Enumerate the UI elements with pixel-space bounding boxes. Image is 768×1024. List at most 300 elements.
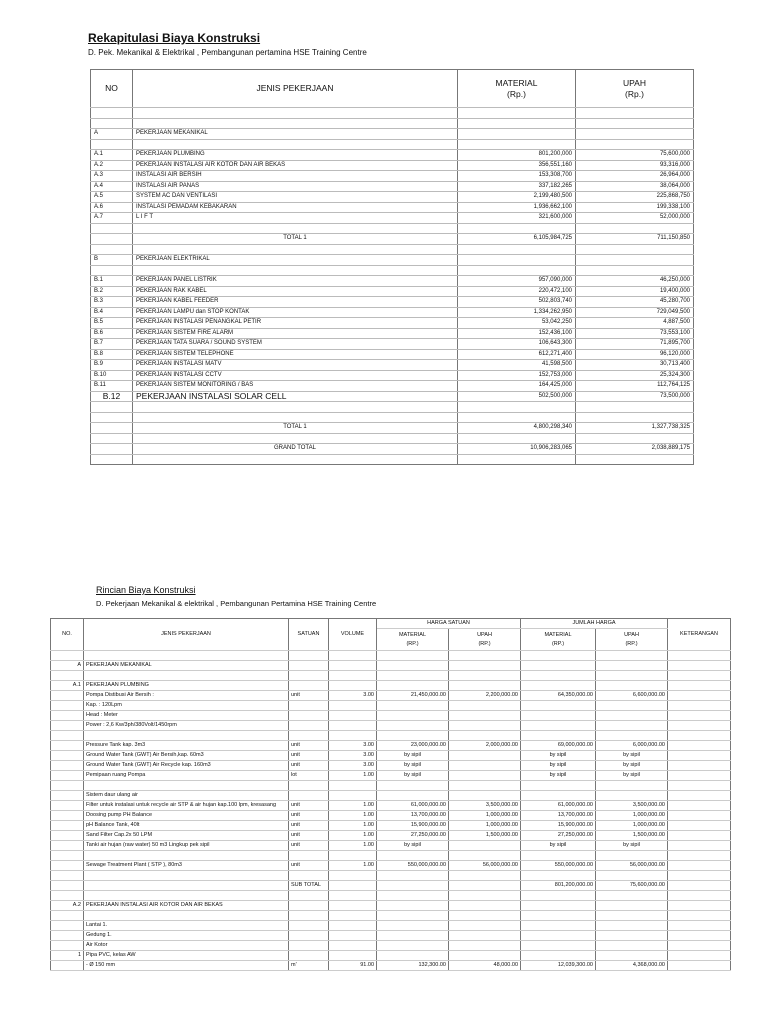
detail-cell-jumlah-upah — [596, 651, 668, 661]
detail-cell-jumlah-material — [521, 941, 596, 951]
detail-cell-harga-material: by sipil — [377, 751, 449, 761]
detail-cell-keterangan — [668, 901, 731, 911]
summary-cell-material — [458, 129, 576, 140]
detail-cell-jenis: Tanki air hujan (raw water) 50 m3 Lingkup pek sipil — [84, 841, 289, 851]
summary-cell-jenis — [133, 402, 458, 413]
summary-row — [91, 402, 694, 413]
detail-cell-satuan — [289, 651, 329, 661]
summary-cell-material: 41,598,500 — [458, 360, 576, 371]
detail-cell-no — [51, 961, 84, 971]
detail-cell-keterangan — [668, 651, 731, 661]
summary-cell-jenis: PEKERJAAN INSTALASI PENANGKAL PETIR — [133, 318, 458, 329]
detail-row — [51, 891, 731, 901]
detail-cell-jumlah-material — [521, 661, 596, 671]
detail-cell-jumlah-material: by sipil — [521, 841, 596, 851]
detail-cell-volume — [329, 851, 377, 861]
detail-cell-jenis — [84, 781, 289, 791]
summary-row — [91, 328, 694, 339]
summary-cell-jenis: TOTAL 1 — [133, 423, 458, 434]
detail-cell-satuan — [289, 931, 329, 941]
summary-cell-jenis — [133, 223, 458, 234]
detail-row — [51, 831, 731, 841]
detail-cell-no: A.1 — [51, 681, 84, 691]
detail-cell-satuan — [289, 951, 329, 961]
summary-cell-no — [91, 454, 133, 465]
detail-cell-jenis: Pipa PVC, kelas AW — [84, 951, 289, 961]
dheader-hs-upah-label: UPAH — [477, 631, 492, 638]
detail-row — [51, 821, 731, 831]
summary-cell-upah: 1,327,738,325 — [576, 423, 694, 434]
detail-cell-satuan — [289, 901, 329, 911]
summary-cell-upah: 96,120,000 — [576, 349, 694, 360]
detail-cell-harga-material — [377, 791, 449, 801]
detail-cell-keterangan — [668, 891, 731, 901]
detail-cell-satuan: SUB TOTAL — [289, 881, 329, 891]
summary-cell-no — [91, 139, 133, 150]
summary-row — [91, 223, 694, 234]
detail-cell-no — [51, 761, 84, 771]
detail-cell-no — [51, 871, 84, 881]
detail-row — [51, 801, 731, 811]
summary-cell-no: B.4 — [91, 307, 133, 318]
detail-title: Rincian Biaya Konstruksi — [96, 585, 196, 595]
detail-cell-harga-material: 61,000,000.00 — [377, 801, 449, 811]
detail-cell-volume: 1.00 — [329, 831, 377, 841]
detail-cell-harga-material — [377, 681, 449, 691]
dheader-hs-upah-rp: (RP.) — [478, 640, 491, 647]
detail-cell-no — [51, 891, 84, 901]
detail-cell-jumlah-upah: 6,600,000.00 — [596, 691, 668, 701]
detail-cell-jumlah-upah — [596, 951, 668, 961]
summary-cell-material: 1,936,662,100 — [458, 202, 576, 213]
detail-cell-keterangan — [668, 751, 731, 761]
detail-cell-no — [51, 791, 84, 801]
detail-cell-keterangan — [668, 801, 731, 811]
summary-cell-jenis: SYSTEM AC DAN VENTILASI — [133, 192, 458, 203]
header-material-label: MATERIAL — [495, 77, 538, 88]
detail-cell-harga-material: by sipil — [377, 761, 449, 771]
detail-cell-harga-upah — [449, 701, 521, 711]
detail-cell-jenis: Ground Water Tank (GWT) Air Recycle kap. 160m3 — [84, 761, 289, 771]
summary-row — [91, 192, 694, 203]
detail-cell-jumlah-upah: 3,500,000.00 — [596, 801, 668, 811]
summary-cell-jenis: PEKERJAAN INSTALASI AIR KOTOR DAN AIR BEKAS — [133, 160, 458, 171]
detail-row — [51, 681, 731, 691]
summary-cell-upah — [576, 402, 694, 413]
detail-cell-keterangan — [668, 771, 731, 781]
summary-cell-material — [458, 412, 576, 423]
detail-cell-volume: 3.00 — [329, 751, 377, 761]
detail-cell-keterangan — [668, 671, 731, 681]
summary-row — [91, 202, 694, 213]
summary-cell-upah: 19,400,000 — [576, 286, 694, 297]
detail-cell-jumlah-upah — [596, 871, 668, 881]
summary-cell-material: 321,600,000 — [458, 213, 576, 224]
summary-cell-upah: 225,868,750 — [576, 192, 694, 203]
summary-cell-material: 1,334,262,950 — [458, 307, 576, 318]
detail-cell-keterangan — [668, 931, 731, 941]
detail-cell-keterangan — [668, 741, 731, 751]
detail-header-row-1 — [51, 619, 731, 629]
summary-cell-upah: 199,338,100 — [576, 202, 694, 213]
detail-cell-harga-material — [377, 651, 449, 661]
summary-cell-no: B.6 — [91, 328, 133, 339]
summary-cell-no: A.6 — [91, 202, 133, 213]
detail-table — [50, 618, 731, 971]
summary-row — [91, 286, 694, 297]
summary-row — [91, 234, 694, 245]
summary-cell-no — [91, 234, 133, 245]
summary-cell-no: B.3 — [91, 297, 133, 308]
detail-row — [51, 771, 731, 781]
summary-cell-no: B.11 — [91, 381, 133, 392]
detail-cell-no — [51, 811, 84, 821]
detail-cell-volume: 1.00 — [329, 841, 377, 851]
detail-cell-satuan — [289, 791, 329, 801]
dheader-volume: VOLUME — [329, 619, 377, 651]
detail-cell-volume — [329, 911, 377, 921]
summary-cell-no — [91, 244, 133, 255]
summary-row — [91, 297, 694, 308]
summary-row — [91, 412, 694, 423]
detail-cell-jenis — [84, 651, 289, 661]
summary-cell-material — [458, 454, 576, 465]
dheader-hs-material-rp: (RP.) — [406, 640, 419, 647]
summary-cell-no: B.1 — [91, 276, 133, 287]
detail-cell-jumlah-upah — [596, 731, 668, 741]
summary-cell-upah: 112,764,125 — [576, 381, 694, 392]
summary-cell-material: 502,500,000 — [458, 391, 576, 402]
detail-cell-harga-upah — [449, 901, 521, 911]
summary-table — [90, 69, 694, 465]
detail-cell-keterangan — [668, 961, 731, 971]
detail-cell-no — [51, 701, 84, 711]
detail-cell-harga-upah: 48,000.00 — [449, 961, 521, 971]
detail-cell-satuan — [289, 671, 329, 681]
detail-cell-harga-upah — [449, 681, 521, 691]
detail-row — [51, 921, 731, 931]
detail-cell-volume — [329, 661, 377, 671]
detail-cell-jumlah-upah: by sipil — [596, 751, 668, 761]
detail-cell-jumlah-material: 64,350,000.00 — [521, 691, 596, 701]
detail-cell-satuan: lot — [289, 771, 329, 781]
detail-cell-keterangan — [668, 781, 731, 791]
detail-cell-volume — [329, 671, 377, 681]
detail-cell-jumlah-upah — [596, 901, 668, 911]
detail-cell-no — [51, 711, 84, 721]
summary-cell-no: A.5 — [91, 192, 133, 203]
detail-cell-jumlah-material — [521, 681, 596, 691]
detail-cell-no — [51, 771, 84, 781]
detail-cell-jenis — [84, 911, 289, 921]
detail-cell-no — [51, 911, 84, 921]
detail-cell-no — [51, 841, 84, 851]
summary-cell-jenis — [133, 265, 458, 276]
summary-row — [91, 433, 694, 444]
summary-cell-jenis: PEKERJAAN LAMPU dan STOP KONTAK — [133, 307, 458, 318]
detail-cell-volume — [329, 871, 377, 881]
summary-cell-jenis: PEKERJAAN RAK KABEL — [133, 286, 458, 297]
summary-row — [91, 381, 694, 392]
detail-cell-satuan — [289, 851, 329, 861]
detail-cell-satuan — [289, 921, 329, 931]
summary-cell-material — [458, 244, 576, 255]
detail-cell-keterangan — [668, 711, 731, 721]
detail-cell-jenis: Doosing pump PH Balance — [84, 811, 289, 821]
detail-cell-harga-upah — [449, 711, 521, 721]
detail-cell-harga-upah — [449, 671, 521, 681]
detail-cell-harga-upah — [449, 651, 521, 661]
summary-cell-jenis: TOTAL 1 — [133, 234, 458, 245]
summary-cell-no: B.9 — [91, 360, 133, 371]
summary-cell-upah — [576, 433, 694, 444]
detail-cell-jumlah-upah — [596, 781, 668, 791]
detail-cell-satuan: m' — [289, 961, 329, 971]
detail-row — [51, 941, 731, 951]
detail-row — [51, 661, 731, 671]
detail-cell-volume: 1.00 — [329, 771, 377, 781]
summary-cell-jenis: PEKERJAAN PANEL LISTRIK — [133, 276, 458, 287]
detail-cell-harga-upah: 1,000,000.00 — [449, 811, 521, 821]
summary-cell-jenis: PEKERJAAN SISTEM FIRE ALARM — [133, 328, 458, 339]
summary-row — [91, 349, 694, 360]
detail-cell-harga-material — [377, 781, 449, 791]
detail-cell-harga-upah — [449, 841, 521, 851]
detail-row — [51, 811, 731, 821]
summary-cell-no — [91, 444, 133, 455]
detail-cell-harga-upah: 56,000,000.00 — [449, 861, 521, 871]
detail-row — [51, 721, 731, 731]
detail-cell-harga-upah — [449, 891, 521, 901]
summary-row — [91, 181, 694, 192]
detail-cell-harga-upah — [449, 921, 521, 931]
summary-cell-material — [458, 118, 576, 129]
detail-cell-harga-upah — [449, 851, 521, 861]
dheader-satuan: SATUAN — [289, 619, 329, 651]
detail-cell-jumlah-upah: by sipil — [596, 761, 668, 771]
summary-cell-no: B.5 — [91, 318, 133, 329]
summary-row — [91, 360, 694, 371]
detail-cell-harga-material — [377, 901, 449, 911]
detail-cell-jenis — [84, 871, 289, 881]
detail-cell-jumlah-upah: 6,000,000.00 — [596, 741, 668, 751]
detail-cell-no — [51, 741, 84, 751]
detail-cell-volume — [329, 901, 377, 911]
summary-cell-material: 152,753,000 — [458, 370, 576, 381]
detail-cell-jumlah-upah: 1,500,000.00 — [596, 831, 668, 841]
detail-cell-satuan: unit — [289, 761, 329, 771]
summary-cell-jenis: INSTALASI AIR BERSIH — [133, 171, 458, 182]
summary-cell-no: A.2 — [91, 160, 133, 171]
summary-cell-jenis: PEKERJAAN INSTALASI MATV — [133, 360, 458, 371]
detail-cell-harga-material — [377, 941, 449, 951]
detail-cell-no — [51, 731, 84, 741]
detail-cell-jumlah-material — [521, 911, 596, 921]
detail-cell-keterangan — [668, 871, 731, 881]
detail-cell-volume — [329, 791, 377, 801]
detail-cell-volume: 3.00 — [329, 761, 377, 771]
detail-cell-jumlah-upah: 56,000,000.00 — [596, 861, 668, 871]
detail-cell-jumlah-material: 69,000,000.00 — [521, 741, 596, 751]
summary-row — [91, 454, 694, 465]
detail-cell-jenis: pH Balance Tank, 40lt — [84, 821, 289, 831]
summary-cell-material: 106,643,300 — [458, 339, 576, 350]
detail-cell-harga-upah — [449, 951, 521, 961]
summary-cell-no — [91, 108, 133, 119]
detail-cell-keterangan — [668, 881, 731, 891]
summary-cell-no: B.10 — [91, 370, 133, 381]
detail-row — [51, 881, 731, 891]
summary-row — [91, 265, 694, 276]
detail-cell-satuan: unit — [289, 691, 329, 701]
summary-cell-no — [91, 433, 133, 444]
detail-cell-harga-upah — [449, 721, 521, 731]
summary-cell-material: 356,551,160 — [458, 160, 576, 171]
detail-cell-keterangan — [668, 951, 731, 961]
summary-title: Rekapitulasi Biaya Konstruksi — [88, 31, 261, 45]
detail-cell-volume — [329, 951, 377, 961]
detail-cell-satuan — [289, 891, 329, 901]
summary-cell-upah: 711,150,850 — [576, 234, 694, 245]
detail-row — [51, 691, 731, 701]
detail-cell-harga-material — [377, 911, 449, 921]
detail-cell-harga-material — [377, 921, 449, 931]
summary-cell-material: 53,042,250 — [458, 318, 576, 329]
detail-cell-volume — [329, 931, 377, 941]
detail-cell-no — [51, 651, 84, 661]
detail-row — [51, 851, 731, 861]
detail-cell-jumlah-upah: by sipil — [596, 841, 668, 851]
detail-cell-jumlah-material: 13,700,000.00 — [521, 811, 596, 821]
detail-cell-jenis: - Ø 150 mm — [84, 961, 289, 971]
detail-cell-volume — [329, 881, 377, 891]
detail-cell-harga-upah — [449, 731, 521, 741]
summary-cell-upah: 25,324,300 — [576, 370, 694, 381]
detail-cell-jumlah-material — [521, 651, 596, 661]
detail-cell-jumlah-upah: 1,000,000.00 — [596, 811, 668, 821]
summary-cell-upah — [576, 223, 694, 234]
detail-cell-satuan: unit — [289, 841, 329, 851]
summary-cell-material — [458, 108, 576, 119]
dheader-jh-material-label: MATERIAL — [544, 631, 572, 638]
detail-cell-harga-material — [377, 931, 449, 941]
detail-cell-harga-material: 15,900,000.00 — [377, 821, 449, 831]
detail-cell-jumlah-upah — [596, 681, 668, 691]
detail-cell-jenis: Pressure Tank kap. 3m3 — [84, 741, 289, 751]
summary-cell-material: 612,271,400 — [458, 349, 576, 360]
detail-cell-jenis: Sistem daur ulang air — [84, 791, 289, 801]
detail-cell-harga-material — [377, 891, 449, 901]
detail-cell-harga-material — [377, 721, 449, 731]
dheader-jumlah-harga: JUMLAH HARGA — [521, 619, 668, 629]
dheader-jh-upah-label: UPAH — [624, 631, 639, 638]
summary-row — [91, 171, 694, 182]
detail-cell-no — [51, 941, 84, 951]
header-material — [458, 70, 576, 108]
dheader-jh-material — [521, 629, 596, 651]
summary-cell-upah: 71,895,700 — [576, 339, 694, 350]
detail-row — [51, 711, 731, 721]
detail-cell-satuan — [289, 701, 329, 711]
detail-cell-harga-upah — [449, 751, 521, 761]
summary-row — [91, 108, 694, 119]
detail-row — [51, 741, 731, 751]
summary-row — [91, 318, 694, 329]
detail-cell-jumlah-upah — [596, 711, 668, 721]
detail-cell-volume — [329, 651, 377, 661]
detail-cell-jumlah-material: 12,039,300.00 — [521, 961, 596, 971]
summary-row — [91, 276, 694, 287]
summary-cell-no — [91, 223, 133, 234]
detail-cell-volume: 1.00 — [329, 811, 377, 821]
detail-cell-jenis — [84, 851, 289, 861]
detail-cell-volume — [329, 891, 377, 901]
detail-cell-no — [51, 751, 84, 761]
detail-cell-jumlah-material: by sipil — [521, 771, 596, 781]
summary-cell-no: A.7 — [91, 213, 133, 224]
detail-cell-harga-upah: 2,000,000.00 — [449, 741, 521, 751]
summary-cell-material — [458, 255, 576, 266]
detail-cell-jumlah-material — [521, 891, 596, 901]
summary-cell-no: A — [91, 129, 133, 140]
summary-row — [91, 160, 694, 171]
detail-cell-jenis: Sewage Treatment Plant ( STP ), 80m3 — [84, 861, 289, 871]
detail-cell-volume: 1.00 — [329, 821, 377, 831]
detail-cell-volume — [329, 711, 377, 721]
detail-cell-keterangan — [668, 791, 731, 801]
detail-cell-keterangan — [668, 811, 731, 821]
detail-row — [51, 931, 731, 941]
summary-cell-material — [458, 433, 576, 444]
detail-cell-harga-material: 132,300.00 — [377, 961, 449, 971]
summary-cell-upah: 30,713,400 — [576, 360, 694, 371]
summary-cell-material: 801,200,000 — [458, 150, 576, 161]
header-upah-label: UPAH — [623, 77, 646, 88]
detail-row — [51, 781, 731, 791]
detail-cell-no — [51, 781, 84, 791]
detail-row — [51, 961, 731, 971]
detail-cell-harga-upah: 2,200,000.00 — [449, 691, 521, 701]
detail-cell-jumlah-upah: 75,600,000.00 — [596, 881, 668, 891]
summary-row — [91, 118, 694, 129]
detail-cell-jumlah-upah — [596, 701, 668, 711]
detail-cell-keterangan — [668, 691, 731, 701]
detail-cell-no — [51, 831, 84, 841]
summary-cell-no — [91, 118, 133, 129]
detail-cell-no: A.2 — [51, 901, 84, 911]
detail-cell-satuan: unit — [289, 741, 329, 751]
dheader-jh-upah-rp: (RP.) — [625, 640, 638, 647]
detail-cell-satuan — [289, 941, 329, 951]
detail-cell-keterangan — [668, 821, 731, 831]
detail-cell-jumlah-material — [521, 721, 596, 731]
summary-cell-material: 502,803,740 — [458, 297, 576, 308]
detail-cell-jumlah-material — [521, 731, 596, 741]
detail-cell-jenis: Power : 2,6 Kw/3ph/380Volt/1450rpm — [84, 721, 289, 731]
detail-cell-keterangan — [668, 941, 731, 951]
detail-cell-jumlah-material: 801,200,000.00 — [521, 881, 596, 891]
detail-cell-jumlah-upah — [596, 931, 668, 941]
detail-cell-volume — [329, 731, 377, 741]
detail-cell-jumlah-material — [521, 871, 596, 881]
summary-cell-upah: 38,064,000 — [576, 181, 694, 192]
summary-cell-upah: 4,887,500 — [576, 318, 694, 329]
detail-cell-jenis: Sand Filter Cap.2x 50 LPM — [84, 831, 289, 841]
summary-cell-no: B.7 — [91, 339, 133, 350]
detail-cell-jumlah-material: 61,000,000.00 — [521, 801, 596, 811]
detail-cell-jumlah-material: 550,000,000.00 — [521, 861, 596, 871]
detail-cell-jenis — [84, 731, 289, 741]
